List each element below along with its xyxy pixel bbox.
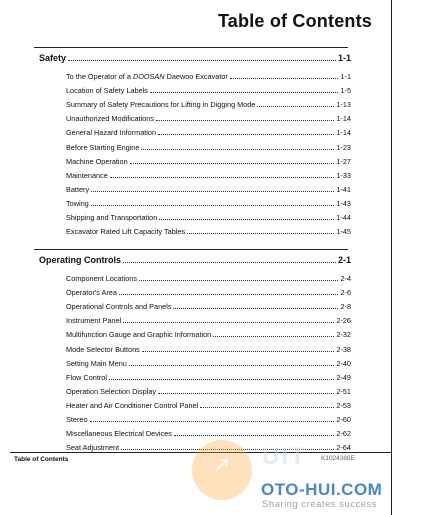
entry-page: 1-33 bbox=[336, 170, 351, 180]
entry-title bbox=[66, 171, 108, 180]
entry-title bbox=[66, 302, 171, 311]
dot-leader bbox=[158, 133, 334, 135]
entry-title bbox=[66, 401, 198, 410]
entry-title-text: Battery bbox=[66, 184, 90, 194]
entry-title bbox=[66, 415, 88, 424]
entry-page: 1-27 bbox=[336, 156, 351, 166]
toc-entry[interactable] bbox=[66, 82, 351, 95]
section-title: Operating Controls bbox=[39, 255, 122, 265]
entry-page: 1-44 bbox=[336, 213, 351, 222]
toc-entry[interactable] bbox=[66, 326, 351, 339]
toc-entry[interactable] bbox=[66, 383, 351, 396]
section-page: 1-1 bbox=[337, 53, 351, 63]
right-margin-rule bbox=[391, 0, 392, 515]
toc-entry[interactable] bbox=[66, 181, 351, 194]
dot-leader bbox=[187, 232, 334, 234]
entry-page: 2-26 bbox=[336, 316, 351, 326]
entry-page: 1-13 bbox=[336, 100, 351, 110]
dot-leader bbox=[119, 293, 339, 295]
entry-title-text: Seat Adjustment bbox=[66, 443, 120, 453]
entry-title-text: Setting Main Menu bbox=[66, 358, 127, 368]
dot-leader bbox=[257, 105, 334, 107]
footer-title: Table of Contents bbox=[14, 456, 69, 463]
dot-leader bbox=[110, 176, 335, 178]
toc-entry[interactable] bbox=[66, 355, 351, 368]
entry-title-text: Miscellaneous Electrical Devices bbox=[66, 429, 172, 439]
dot-leader bbox=[91, 190, 334, 192]
entry-title-text: Shipping and Transportation bbox=[66, 213, 158, 222]
entry-title bbox=[66, 72, 228, 81]
entry-page: 2-49 bbox=[336, 372, 351, 382]
dot-leader bbox=[213, 335, 334, 337]
dot-leader bbox=[139, 279, 338, 281]
entry-title-text: Maintenance bbox=[66, 170, 108, 180]
entry-title bbox=[66, 143, 139, 152]
entry-page: 2-60 bbox=[336, 415, 351, 424]
toc-entry[interactable] bbox=[66, 312, 351, 325]
entry-title-text: Towing bbox=[66, 198, 89, 208]
entry-title-text: Multifunction Gauge and Graphic Information bbox=[66, 330, 212, 340]
toc-entry[interactable] bbox=[66, 411, 351, 424]
dot-leader bbox=[173, 307, 338, 309]
entry-title-text: Operation Selection Display bbox=[66, 386, 157, 396]
toc-entry[interactable] bbox=[66, 341, 351, 354]
entry-title-text: To the Operator of a bbox=[66, 72, 133, 81]
entry-title-text: Operational Controls and Panels bbox=[66, 302, 172, 312]
toc-entry[interactable] bbox=[66, 425, 351, 438]
section-page: 2-1 bbox=[337, 255, 351, 265]
entry-title-text: Excavator Rated Lift Capacity Tables bbox=[66, 227, 186, 237]
entry-title bbox=[66, 274, 137, 283]
toc-entry[interactable] bbox=[66, 209, 351, 222]
dot-leader bbox=[174, 434, 335, 436]
section-title: Safety bbox=[39, 53, 67, 63]
entry-title-text: Stereo bbox=[66, 415, 88, 424]
dot-leader bbox=[150, 91, 339, 93]
toc-entry[interactable] bbox=[66, 96, 351, 109]
entry-title-text: Component Locations bbox=[66, 274, 137, 283]
document-number: K1024388E bbox=[321, 455, 355, 462]
dot-leader bbox=[230, 77, 339, 79]
entry-page: 1-23 bbox=[336, 142, 351, 152]
toc-entry[interactable] bbox=[66, 124, 351, 137]
arrow-up-right-icon: ↗ bbox=[212, 452, 231, 477]
entry-title-text: Instrument Panel bbox=[66, 316, 122, 326]
entry-title bbox=[66, 227, 185, 236]
dot-leader bbox=[142, 350, 335, 352]
entry-title bbox=[66, 114, 154, 123]
entry-title-brand: DOOSAN bbox=[132, 72, 165, 81]
entry-title bbox=[66, 345, 140, 354]
entry-page: 1-43 bbox=[336, 198, 351, 208]
entry-title bbox=[66, 185, 89, 194]
watermark-ghost-text: UIT bbox=[262, 443, 307, 470]
watermark-site-name: OTO-HUI.COM bbox=[261, 480, 383, 499]
section-rule bbox=[34, 47, 348, 48]
toc-entry[interactable] bbox=[66, 153, 351, 166]
dot-leader bbox=[200, 406, 334, 408]
dot-leader bbox=[129, 364, 335, 366]
entry-title bbox=[66, 429, 172, 438]
entry-title bbox=[66, 316, 121, 325]
entry-page: 2-6 bbox=[340, 288, 351, 298]
entry-page: 2-51 bbox=[336, 386, 351, 396]
entry-title-text: General Hazard Information bbox=[66, 128, 157, 138]
section-rule bbox=[34, 249, 348, 250]
toc-entry[interactable] bbox=[66, 167, 351, 180]
toc-entry[interactable] bbox=[66, 223, 351, 236]
page-title: Table of Contents bbox=[217, 11, 372, 31]
toc-entry[interactable] bbox=[66, 195, 351, 208]
entry-title bbox=[66, 100, 255, 109]
entry-title bbox=[66, 157, 128, 166]
entry-title bbox=[66, 330, 211, 339]
toc-entry[interactable] bbox=[66, 139, 351, 152]
dot-leader bbox=[141, 148, 334, 150]
entry-page: 2-8 bbox=[340, 302, 351, 312]
entry-page: 1-14 bbox=[336, 128, 351, 138]
entry-title bbox=[66, 373, 107, 382]
entry-page: 1-14 bbox=[336, 114, 351, 124]
dot-leader bbox=[123, 321, 334, 323]
entry-page: 2-4 bbox=[340, 274, 351, 283]
section-heading[interactable] bbox=[39, 49, 351, 63]
entry-title bbox=[66, 288, 117, 297]
dot-leader bbox=[109, 378, 334, 380]
dot-leader bbox=[159, 218, 334, 220]
dot-leader bbox=[123, 261, 336, 263]
entry-title-text: Mode Selector Buttons bbox=[66, 344, 140, 354]
entry-title-text: Flow Control bbox=[66, 372, 107, 382]
entry-page: 2-64 bbox=[336, 443, 351, 453]
toc-entry[interactable] bbox=[66, 369, 351, 382]
dot-leader bbox=[158, 392, 334, 394]
entry-page: 2-53 bbox=[336, 400, 351, 410]
entry-title bbox=[66, 443, 119, 452]
entry-title bbox=[66, 387, 156, 396]
dot-leader bbox=[91, 204, 335, 206]
toc-entry[interactable] bbox=[66, 298, 351, 311]
toc-entry[interactable] bbox=[66, 270, 351, 283]
entry-title bbox=[66, 359, 127, 368]
dot-leader bbox=[68, 59, 336, 61]
entry-page: 2-32 bbox=[336, 330, 351, 340]
dot-leader bbox=[156, 119, 334, 121]
entry-page: 2-40 bbox=[336, 358, 351, 368]
entry-title bbox=[66, 199, 89, 208]
entry-title-text: Location of Safety Labels bbox=[66, 86, 148, 96]
entry-title bbox=[66, 213, 157, 222]
toc-entry[interactable] bbox=[66, 68, 351, 81]
entry-title-text: Before Starting Engine bbox=[66, 142, 140, 152]
dot-leader bbox=[130, 162, 335, 164]
entry-title-text: Operator's Area bbox=[66, 288, 117, 298]
toc-entry[interactable] bbox=[66, 110, 351, 123]
entry-page: 2-62 bbox=[336, 429, 351, 439]
entry-title-text: Heater and Air Conditioner Control Panel bbox=[66, 400, 199, 410]
entry-title-suffix: Daewoo Excavator bbox=[164, 72, 228, 81]
entry-page: 1-45 bbox=[336, 227, 351, 237]
entry-page: 1-1 bbox=[340, 72, 351, 81]
entry-title-text: Summary of Safety Precautions for Lifting in Digging Mode bbox=[66, 100, 256, 110]
entry-page: 1-41 bbox=[336, 184, 351, 194]
entry-page: 1-5 bbox=[340, 86, 351, 96]
entry-title-text: Unauthorized Modifications bbox=[66, 114, 155, 124]
entry-page: 2-38 bbox=[336, 344, 351, 354]
toc-entry[interactable] bbox=[66, 284, 351, 297]
entry-title-text: Machine Operation bbox=[66, 156, 128, 166]
watermark-tagline: Sharing creates success bbox=[262, 499, 377, 510]
entry-title bbox=[66, 128, 156, 137]
dot-leader bbox=[90, 420, 335, 422]
section-heading[interactable] bbox=[39, 251, 351, 265]
entry-title bbox=[66, 86, 148, 95]
toc-entry[interactable] bbox=[66, 397, 351, 410]
